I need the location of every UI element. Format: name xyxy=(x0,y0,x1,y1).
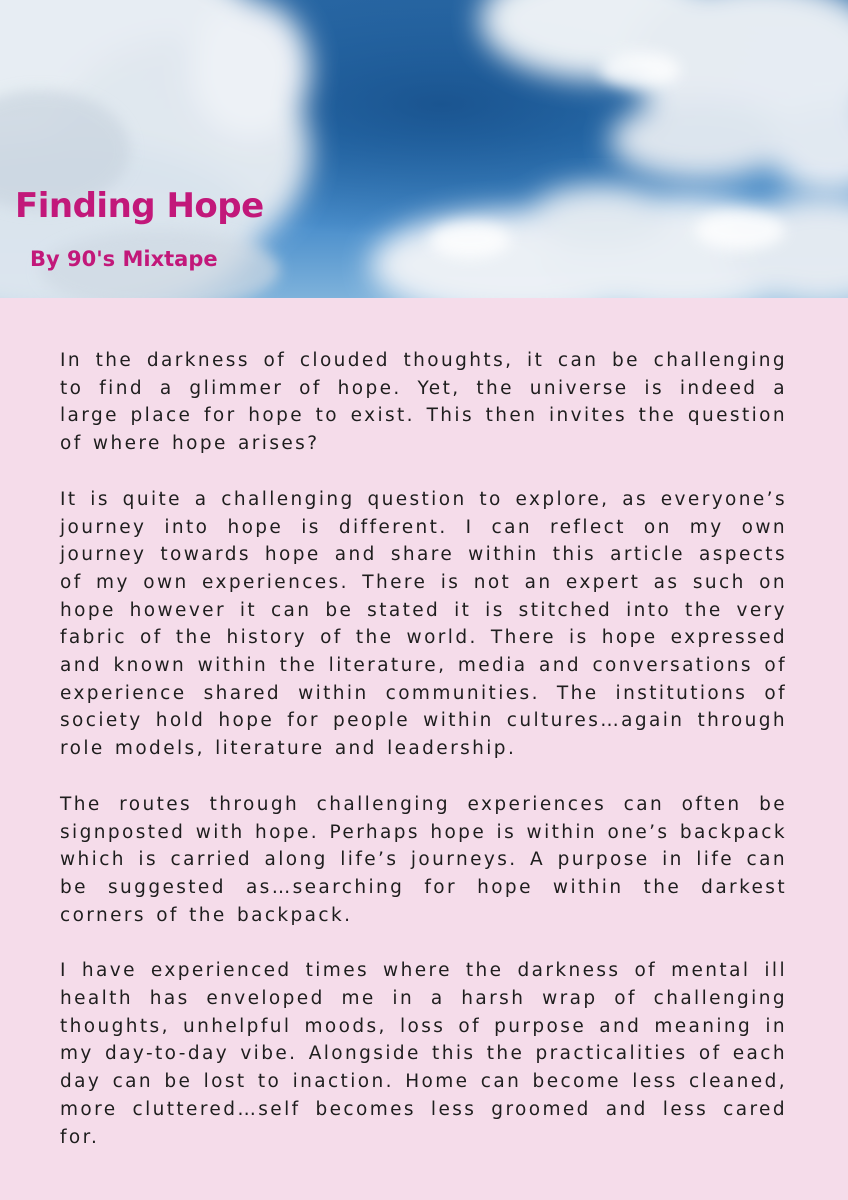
article-paragraph: I have experienced times where the darkness of mental ill health has enveloped me in a harsh wrap of challenging thoughts, unhelpful moods, loss of purpose and meaning in my day-to-day vibe. Alongside this the practicalities of each day can be lost to inaction. Home can become less cleaned, more cluttered…self becomes less groomed and less cared for. xyxy=(60,960,787,1148)
article-byline: By 90's Mixtape xyxy=(30,247,218,271)
article-paragraph: The routes through challenging experiences can often be signposted with hope. Perhaps hope is within one’s backpack which is carried along life’s journeys. A purpose in life can be suggested as…searching for hope within the darkest corners of the backpack. xyxy=(60,793,787,926)
article-paragraph: In the darkness of clouded thoughts, it can be challenging to find a glimmer of hope. Yet, the universe is indeed a large place for hope to exist. This then invites the question of where hope arises? xyxy=(60,350,787,455)
article-title: Finding Hope xyxy=(15,186,264,226)
sky-header-image xyxy=(0,0,848,298)
article-paragraph: It is quite a challenging question to explore, as everyone’s journey into hope is different. I can reflect on my own journey towards hope and share within this article aspects of my own experiences. There is not an expert as such on hope however it can be stated it is stitched into the very fabric of the history of the world. There is hope expressed and known within the literature, media and conversations of experience shared within communities. The institutions of society hold hope for people within cultures…again through role models, literature and leadership. xyxy=(60,488,787,760)
article-body xyxy=(60,347,787,1179)
